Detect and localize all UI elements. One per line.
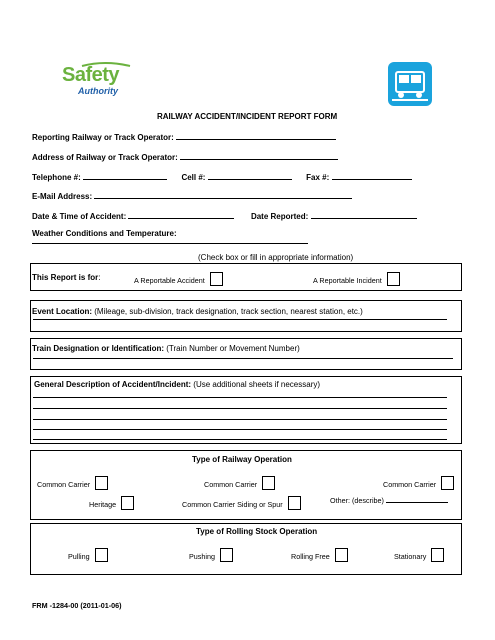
event-location-hint: (Mileage, sub-division, track designation, track section, nearest station, etc.) [94, 307, 363, 316]
cell-input[interactable] [208, 171, 292, 180]
pulling-label: Pulling [68, 552, 90, 561]
form-title: RAILWAY ACCIDENT/INCIDENT REPORT FORM [157, 112, 338, 121]
reportable-incident-checkbox[interactable] [387, 272, 400, 286]
pulling-checkbox[interactable] [95, 548, 108, 562]
weather-label: Weather Conditions and Temperature: [32, 229, 177, 238]
fax-label: Fax #: [306, 173, 330, 182]
stationary-label: Stationary [394, 552, 427, 561]
report-for-label: This Report is for [32, 273, 99, 282]
date-reported-label: Date Reported: [250, 212, 309, 221]
common-carrier-2-label: Common Carrier [204, 480, 258, 489]
reporting-input[interactable] [176, 131, 336, 140]
train-designation-hint: (Train Number or Movement Number) [166, 344, 300, 353]
train-icon [388, 62, 432, 106]
reporting-label: Reporting Railway or Track Operator: [32, 133, 174, 142]
general-description-hint: (Use additional sheets if necessary) [193, 380, 321, 389]
date-time-label: Date & Time of Accident: [32, 212, 127, 221]
reporting-row [32, 131, 336, 142]
phone-row [32, 171, 412, 182]
heritage-label: Heritage [89, 500, 117, 509]
logo-text-safety: Safety [62, 64, 120, 86]
general-description-label: General Description of Accident/Incident: [34, 380, 192, 389]
address-row [32, 151, 338, 162]
other-describe-input[interactable] [386, 496, 448, 503]
event-location-section [30, 300, 462, 332]
common-carrier-2-checkbox[interactable] [262, 476, 275, 490]
description-line[interactable] [33, 419, 447, 420]
rolling-stock-title: Type of Rolling Stock Operation [196, 527, 318, 536]
description-line[interactable] [33, 397, 447, 398]
general-description-section [30, 376, 462, 444]
cell-label: Cell #: [181, 173, 206, 182]
rolling-stock-section [30, 523, 462, 575]
report-for-colon: : [98, 273, 101, 282]
reportable-accident-label: A Reportable Accident [134, 276, 205, 285]
train-designation-label: Train Designation or Identification: [32, 344, 165, 353]
form-number: FRM -1284-00 (2011-01-06) [32, 601, 122, 610]
report-for-section [30, 263, 462, 291]
rolling-free-checkbox[interactable] [335, 548, 348, 562]
description-line[interactable] [33, 429, 447, 430]
reportable-incident-label: A Reportable Incident [313, 276, 382, 285]
address-label: Address of Railway or Track Operator: [32, 153, 178, 162]
pushing-label: Pushing [189, 552, 215, 561]
stationary-checkbox[interactable] [431, 548, 444, 562]
description-line[interactable] [33, 408, 447, 409]
common-carrier-3-label: Common Carrier [383, 480, 437, 489]
email-label: E-Mail Address: [32, 192, 93, 201]
telephone-input[interactable] [83, 171, 167, 180]
siding-spur-checkbox[interactable] [288, 496, 301, 510]
common-carrier-1-label: Common Carrier [37, 480, 91, 489]
event-location-label: Event Location: [32, 307, 93, 316]
heritage-checkbox[interactable] [121, 496, 134, 510]
weather-input[interactable] [32, 243, 308, 244]
address-input[interactable] [180, 151, 338, 160]
common-carrier-3-checkbox[interactable] [441, 476, 454, 490]
check-note: (Check box or fill in appropriate information) [198, 253, 354, 262]
railway-operation-title: Type of Railway Operation [192, 455, 292, 464]
siding-spur-label: Common Carrier Siding or Spur [182, 500, 283, 509]
description-line[interactable] [33, 439, 447, 440]
reportable-accident-checkbox[interactable] [210, 272, 223, 286]
date-row [32, 210, 417, 221]
email-input[interactable] [94, 190, 352, 199]
rolling-free-label: Rolling Free [291, 552, 330, 561]
train-designation-input[interactable] [33, 358, 453, 359]
event-location-input[interactable] [33, 319, 447, 320]
pushing-checkbox[interactable] [220, 548, 233, 562]
common-carrier-1-checkbox[interactable] [95, 476, 108, 490]
logo-text-authority: Authority [78, 86, 118, 96]
train-designation-section [30, 338, 462, 370]
date-reported-input[interactable] [311, 210, 417, 219]
safety-authority-logo [60, 62, 140, 102]
other-describe-label: Other: (describe) [330, 496, 384, 505]
date-time-input[interactable] [128, 210, 234, 219]
email-row [32, 190, 352, 201]
telephone-label: Telephone #: [32, 173, 81, 182]
fax-input[interactable] [332, 171, 412, 180]
railway-operation-section [30, 450, 462, 520]
